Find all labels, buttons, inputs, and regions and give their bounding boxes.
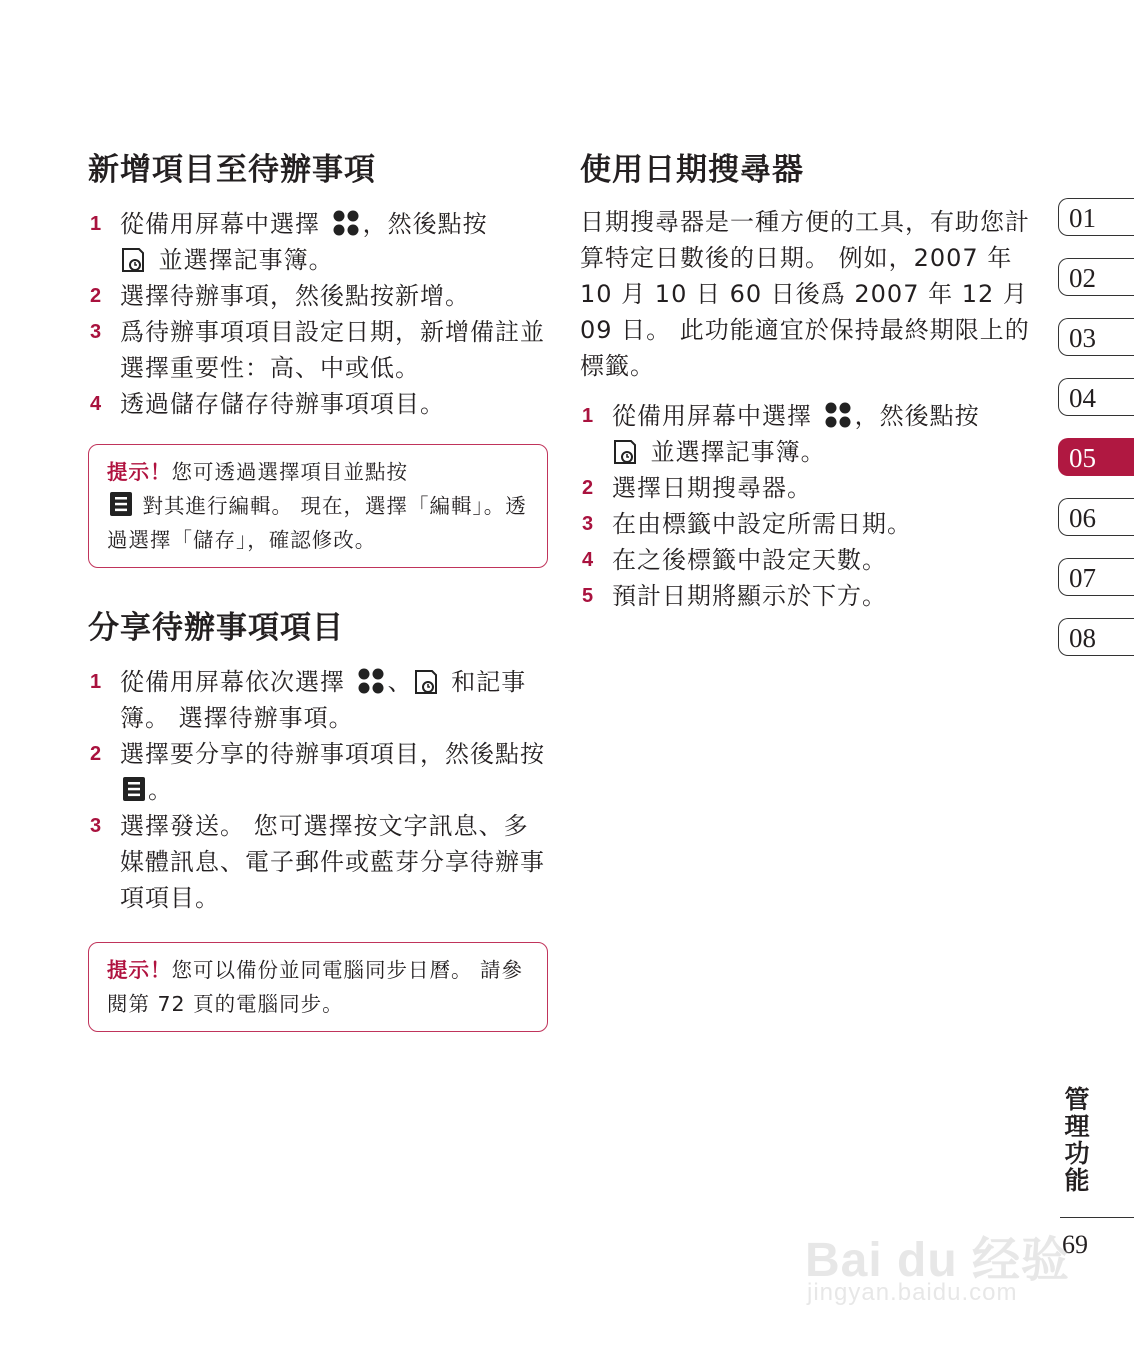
step-number: 1	[90, 671, 103, 693]
list-item: 3 選擇發送。 您可選擇按文字訊息、多媒體訊息、電子郵件或藍芽分享待辦事項項目。	[88, 808, 548, 916]
step-number: 3	[582, 513, 595, 535]
chapter-tab-01[interactable]: 01	[1058, 198, 1134, 236]
add-todo-steps	[88, 206, 548, 422]
step-number: 1	[582, 405, 595, 427]
chapter-tab-05[interactable]: 05	[1058, 438, 1134, 476]
chapter-tab-03[interactable]: 03	[1058, 318, 1134, 356]
chapter-tab-07[interactable]: 07	[1058, 558, 1134, 596]
four-dots-icon	[823, 402, 853, 428]
page-number: 69	[1062, 1230, 1088, 1259]
list-item: 4 透過儲存儲存待辦事項項目。	[88, 386, 548, 422]
step-number: 4	[90, 393, 103, 415]
chapter-tab-08[interactable]: 08	[1058, 618, 1134, 656]
section-label: 管理功能	[1061, 1086, 1090, 1194]
tip-label: 提示！	[107, 460, 172, 484]
section-title-share-todo: 分享待辦事項項目	[88, 610, 344, 646]
list-item: 5 預計日期將顯示於下方。	[580, 578, 1030, 614]
step-number: 4	[582, 549, 595, 571]
section-title-add-todo: 新增項目至待辦事項	[88, 152, 376, 188]
list-item: 2 選擇要分享的待辦事項項目，然後點按 。	[88, 736, 548, 808]
share-todo-steps	[88, 664, 548, 916]
step-number: 2	[90, 743, 103, 765]
list-item: 1 從備用屏幕依次選擇 、 和記事簿。 選擇待辦事項。	[88, 664, 548, 736]
watermark-main: Bai du 经验	[805, 1234, 1071, 1287]
step-number: 3	[90, 815, 103, 837]
tip-box-sync: 提示！您可以備份並同電腦同步日曆。 請參閱第 72 頁的電腦同步。	[88, 942, 548, 1032]
memo-icon	[612, 438, 638, 466]
date-finder-intro: 日期搜尋器是一種方便的工具，有助您計算特定日數後的日期。 例如，2007 年 10 月 10 日 60 日後爲 2007 年 12 月 09 日。 此功能適宜於保持最終期限上的標籤。	[580, 208, 1030, 380]
chapter-tab-06[interactable]: 06	[1058, 498, 1134, 536]
watermark-sub: jingyan.baidu.com	[807, 1279, 1018, 1306]
chapter-tabs	[1058, 198, 1134, 678]
chapter-tab-04[interactable]: 04	[1058, 378, 1134, 416]
list-item: 1 從備用屏幕中選擇 ，然後點按 並選擇記事簿。	[88, 206, 548, 278]
tip-box-edit: 提示！您可透過選擇項目並點按 對其進行編輯。 現在，選擇「編輯」。透過選擇「儲存」，確認修改。	[88, 444, 548, 568]
four-dots-icon	[331, 210, 361, 236]
chapter-tab-02[interactable]: 02	[1058, 258, 1134, 296]
step-number: 5	[582, 585, 595, 607]
right-column	[580, 148, 1030, 614]
list-item: 2 選擇日期搜尋器。	[580, 470, 1030, 506]
memo-icon	[120, 246, 146, 274]
list-item: 2 選擇待辦事項，然後點按新增。	[88, 278, 548, 314]
step-number: 3	[90, 321, 103, 343]
options-menu-icon	[122, 776, 146, 802]
step-number: 2	[90, 285, 103, 307]
memo-icon	[413, 668, 439, 696]
list-item: 3 爲待辦事項項目設定日期，新增備註並選擇重要性：高、中或低。	[88, 314, 548, 386]
step-number: 1	[90, 213, 103, 235]
list-item: 3 在由標籤中設定所需日期。	[580, 506, 1030, 542]
list-item: 1 從備用屏幕中選擇 ，然後點按 並選擇記事簿。	[580, 398, 1030, 470]
four-dots-icon	[356, 668, 386, 694]
step-number: 2	[582, 477, 595, 499]
list-item: 4 在之後標籤中設定天數。	[580, 542, 1030, 578]
tip-label: 提示！	[107, 958, 172, 982]
date-finder-steps	[580, 398, 1030, 614]
section-title-date-finder: 使用日期搜尋器	[580, 152, 804, 188]
left-column	[88, 148, 548, 1032]
baidu-watermark	[805, 1195, 1075, 1315]
options-menu-icon	[109, 491, 133, 517]
